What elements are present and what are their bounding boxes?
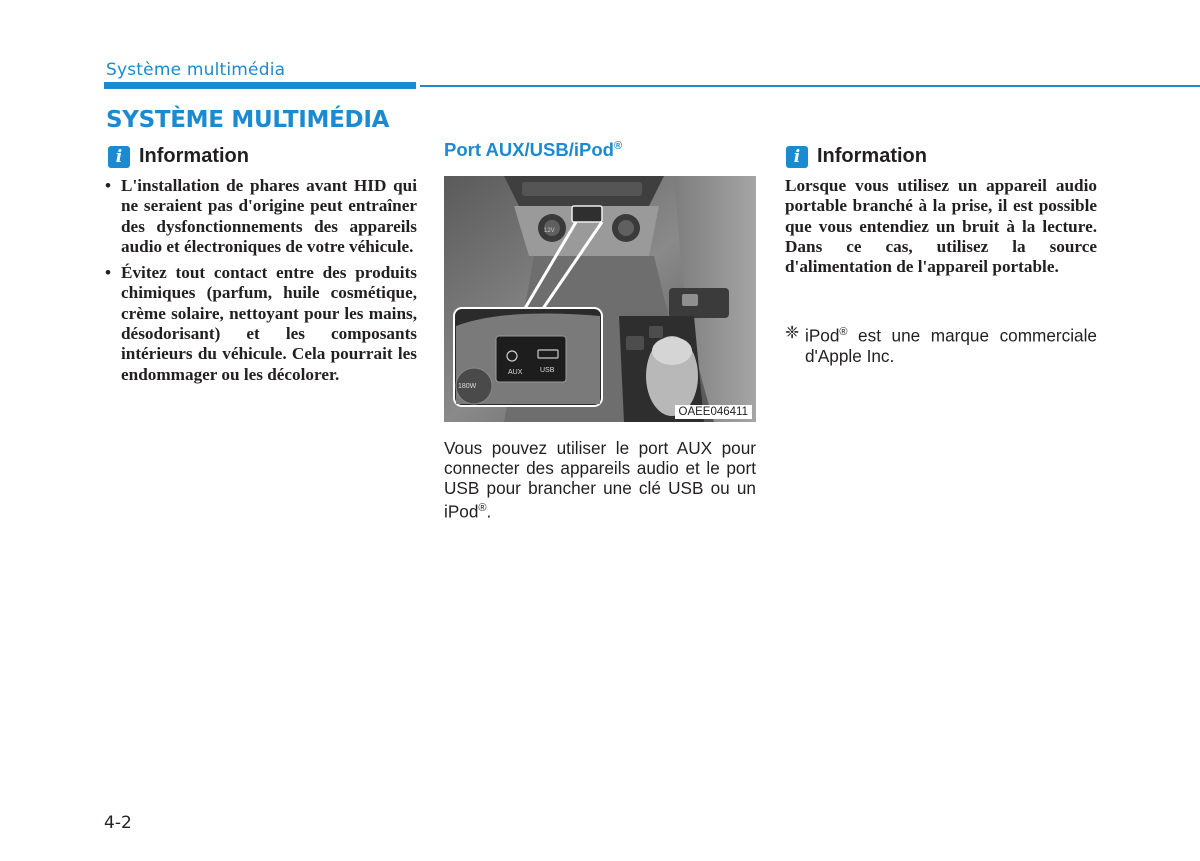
header-rule-thick (104, 82, 416, 89)
left-info-heading (108, 145, 249, 168)
port-section-title: Port AUX/USB/iPod® (444, 139, 623, 160)
section-label: Système multimédia (106, 60, 286, 80)
usb-label: USB (540, 367, 555, 374)
console-figure (444, 176, 756, 422)
list-item: • L'installation de phares avant HID qui ne seraient pas d'origine peut entraîner des dysfonctionnements des appareils audio et électroniques de votre véhicule. (105, 176, 417, 256)
left-info-bullets (104, 176, 417, 391)
info-title: Information (817, 145, 927, 167)
info-icon: i (108, 146, 130, 168)
bullet-text: Évitez tout contact entre des produits chimiques (parfum, huile cosmétique, crème solaire, nettoyant pour les mains, désodorisant) et les composants intérieurs du véhicule. Cela pourrait les endommager ou les décolorer. (121, 263, 417, 384)
page-number: 4-2 (104, 813, 132, 833)
console-illustration (444, 176, 756, 422)
figure-caption: OAEE046411 (675, 405, 752, 419)
port-description: Vous pouvez utiliser le port AUX pour connecter des appareils audio et le port USB pour brancher une clé USB ou un iPod®. (444, 438, 756, 522)
volt-label: 12V (544, 228, 555, 234)
aux-label: AUX (508, 369, 523, 376)
page-title: SYSTÈME MULTIMÉDIA (106, 107, 390, 133)
trademark-note: ❈ iPod® est une marque commerciale d'Apple Inc. (785, 322, 1097, 366)
right-info-text: Lorsque vous utilisez un appareil audio portable branché à la prise, il est possible que vous entendiez un bruit à la lecture. Dans ce cas, utilisez la source d'alimentation de l'appareil portable. (785, 176, 1097, 277)
power-label: 180W (458, 383, 477, 390)
right-info-heading (786, 145, 927, 168)
list-item: • Évitez tout contact entre des produits chimiques (parfum, huile cosmétique, crème solaire, nettoyant pour les mains, désodorisant) et les composants intérieurs du véhicule. Cela pourrait les endommager ou les décolorer. (105, 263, 417, 384)
note-symbol: ❈ (785, 322, 800, 342)
header-rule-thin (420, 85, 1200, 87)
bullet-text: L'installation de phares avant HID qui ne seraient pas d'origine peut entraîner des dysfonctionnements des appareils audio et électroniques de votre véhicule. (121, 176, 417, 256)
info-title: Information (139, 145, 249, 167)
info-icon: i (786, 146, 808, 168)
